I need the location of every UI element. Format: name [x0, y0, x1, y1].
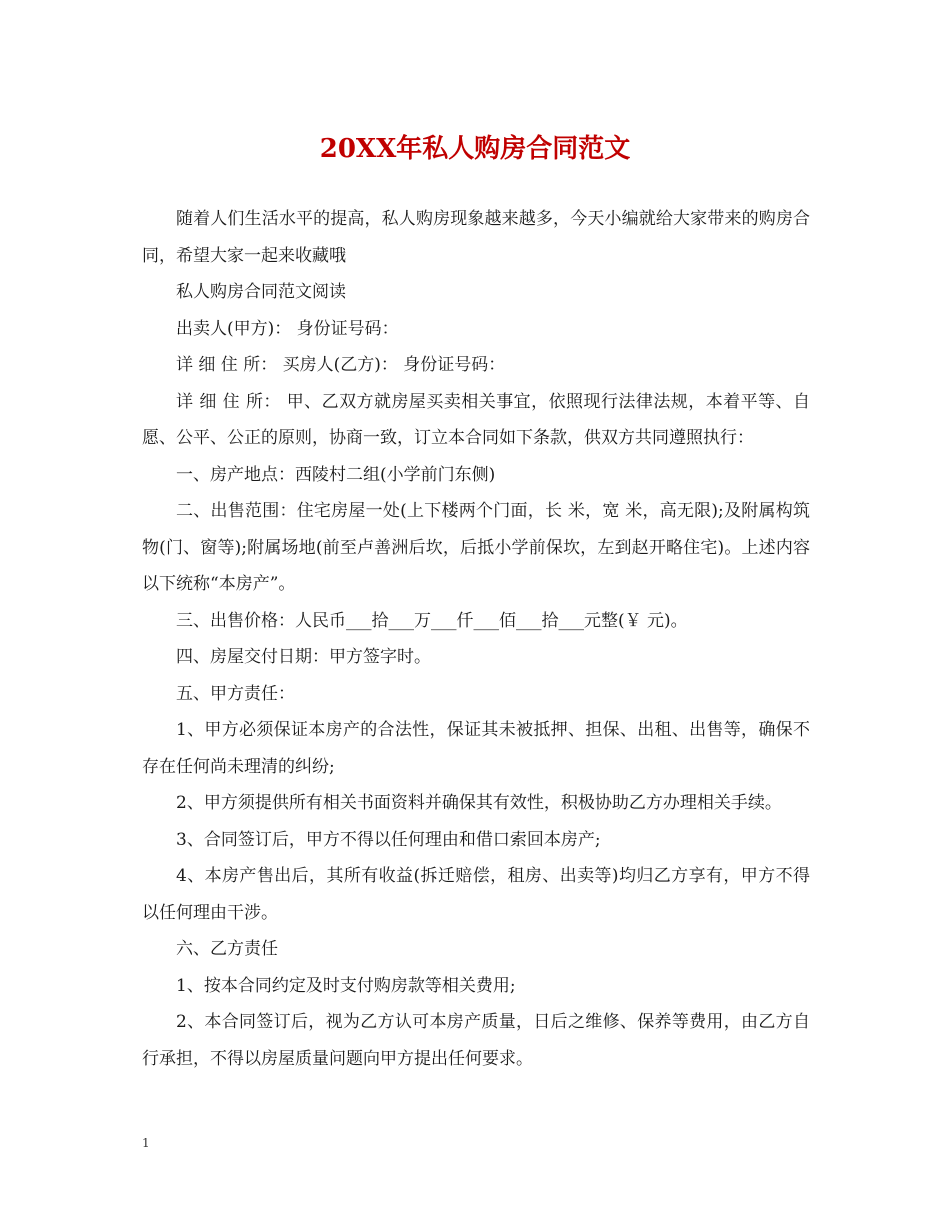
clause-price: 三、出售价格：人民币___拾___万___仟___佰___拾___元整(￥ 元)。: [176, 610, 688, 631]
paragraph-buyer: 详 细 住 所： 买房人(乙方)： 身份证号码：: [176, 355, 506, 375]
buyer-duty-1: 1、按本合同约定及时支付购房款等相关费用;: [176, 975, 516, 996]
seller-duty-4: 4、本房产售出后，其所有收益(拆迁赔偿，租房、出卖等)均归乙方享有，甲方不得以任何理由干涉。: [142, 866, 810, 923]
clause-delivery-date: 四、房屋交付日期：甲方签字时。: [176, 647, 431, 667]
seller-duty-1: 1、甲方必须保证本房产的合法性，保证其未被抵押、担保、出租、出售等，确保不存在任何尚未理清的纠纷;: [142, 720, 810, 777]
seller-duty-2: 2、甲方须提供所有相关书面资料并确保其有效性，积极协助乙方办理相关手续。: [176, 793, 782, 813]
document-title: 20XX年私人购房合同范文: [319, 134, 631, 164]
document-body: [142, 201, 810, 1077]
clause-seller-duties-heading: 五、甲方责任：: [176, 683, 295, 704]
clause-location: 一、房产地点：西陵村二组(小学前门东侧): [176, 464, 496, 485]
page-number: 1: [142, 1136, 150, 1150]
seller-duty-3: 3、合同签订后，甲方不得以任何理由和借口索回本房产;: [176, 829, 601, 850]
paragraph-intro: 随着人们生活水平的提高，私人购房现象越来越多，今天小编就给大家带来的购房合同，希望大家一起来收藏哦: [142, 209, 810, 266]
paragraph-preamble: 详 细 住 所： 甲、乙双方就房屋买卖相关事宜，依照现行法律法规，本着平等、自愿、公平、公正的原则，协商一致，订立本合同如下条款，供双方共同遵照执行：: [142, 391, 810, 448]
buyer-duty-2: 2、本合同签订后，视为乙方认可本房产质量，日后之维修、保养等费用，由乙方自行承担，不得以房屋质量问题向甲方提出任何要求。: [142, 1012, 810, 1069]
clause-scope: 二、出售范围：住宅房屋一处(上下楼两个门面，长 米，宽 米，高无限);及附属构筑物(门、窗等);附属场地(前至卢善洲后坎，后抵小学前保坎，左到赵开略住宅)。上述内容以下统称“本房产”。: [142, 501, 810, 594]
paragraph-seller: 出卖人(甲方)： 身份证号码：: [176, 318, 399, 339]
clause-buyer-duties-heading: 六、乙方责任: [176, 939, 278, 959]
paragraph-subtitle: 私人购房合同范文阅读: [176, 282, 346, 302]
